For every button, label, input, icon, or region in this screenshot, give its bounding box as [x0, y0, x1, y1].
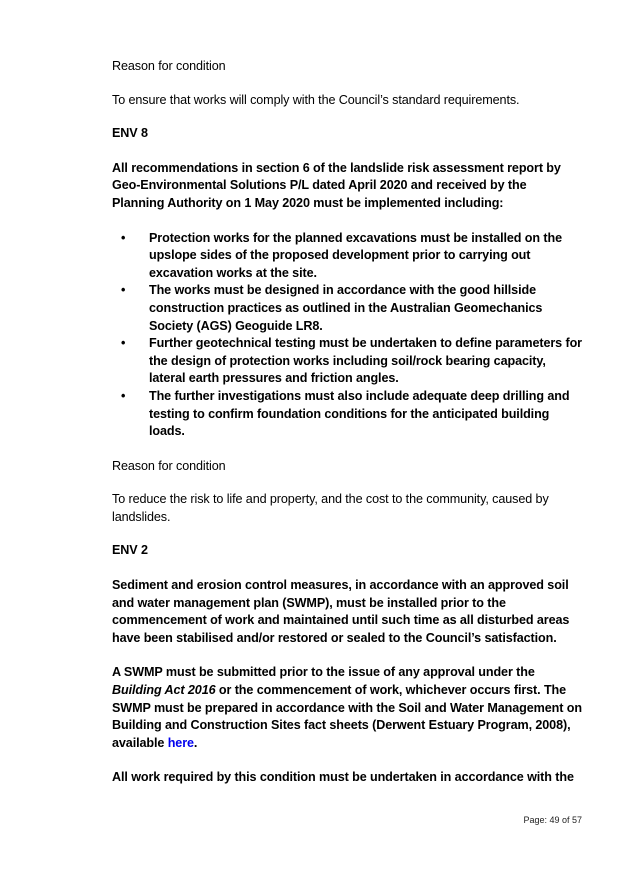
env2-paragraph-2	[112, 664, 582, 752]
list-item	[112, 230, 582, 283]
here-link[interactable]: here	[167, 735, 194, 750]
building-act-reference: Building Act 2016	[112, 683, 216, 698]
env2-heading: ENV 2	[112, 543, 148, 558]
env2-paragraph-2-end: .	[193, 735, 198, 750]
bullet-icon: •	[121, 336, 126, 351]
env8-bullet-list	[112, 230, 582, 441]
list-item-text: Protection works for the planned excavations must be installed on the upslope sides of the proposed development prior to carrying out excavation works at the site.	[149, 230, 562, 280]
bullet-icon: •	[121, 230, 126, 245]
env2-paragraph-2-mid: or the commencement of work, whichever occurs first. The SWMP must be prepared in accordance with the Soil and Water Management on Building and Construction Sites fact sheets (Derwent Estuary Program, 2008), available	[112, 683, 582, 750]
document-page	[112, 58, 582, 787]
list-item	[112, 388, 582, 441]
reason-heading-2: Reason for condition	[112, 458, 226, 473]
bullet-icon: •	[121, 388, 126, 403]
reason-text-1: To ensure that works will comply with the Council’s standard requirements.	[112, 92, 520, 107]
reason-heading-1: Reason for condition	[112, 59, 226, 73]
list-item	[112, 335, 582, 388]
reason-text-2: To reduce the risk to life and property, and the cost to the community, caused by landslides.	[112, 492, 549, 524]
list-item	[112, 282, 582, 335]
env8-heading: ENV 8	[112, 126, 148, 141]
bullet-icon: •	[121, 283, 126, 298]
page-number: Page: 49 of 57	[523, 815, 582, 825]
list-item-text: The further investigations must also include adequate deep drilling and testing to confirm foundation conditions for the anticipated building loads.	[149, 388, 570, 439]
env2-paragraph-2-start: A SWMP must be submitted prior to the issue of any approval under the	[112, 665, 535, 680]
list-item-text: The works must be designed in accordance with the good hillside construction practices as outlined in the Australian Geomechanics Society (AGS) Geoguide LR8.	[149, 283, 543, 333]
list-item-text: Further geotechnical testing must be undertaken to define parameters for the design of protection works including soil/rock bearing capacity, lateral earth pressures and friction angles.	[149, 336, 582, 386]
env2-paragraph-3: All work required by this condition must be undertaken in accordance with the	[112, 770, 574, 785]
env8-intro: All recommendations in section 6 of the landslide risk assessment report by Geo-Environmental Solutions P/L dated April 2020 and received by the Planning Authority on 1 May 2020 must be implemented including:	[112, 160, 561, 210]
env2-paragraph-1: Sediment and erosion control measures, in accordance with an approved soil and water management plan (SWMP), must be installed prior to the commencement of work and maintained until such time as all disturbed areas have been stabilised and/or restored or sealed to the Council’s satisfaction.	[112, 578, 570, 645]
